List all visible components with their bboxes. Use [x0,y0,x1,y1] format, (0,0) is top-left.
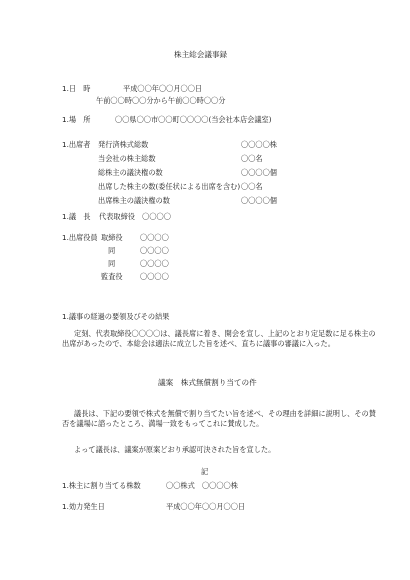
attendee-item: 出席株主の議決権の数 [98,196,170,205]
attendee-item: 総株主の議決権の数 [98,168,163,177]
attendee-value: 〇〇名 [241,154,263,163]
officer-name: 〇〇〇〇 [140,233,169,242]
officers-label: 1.出席役員 [62,233,98,242]
chair-label: 1.議 長 [62,212,91,221]
officer-name: 〇〇〇〇 [140,246,169,255]
agenda-paragraph [62,409,376,429]
officer-name: 〇〇〇〇 [140,259,169,268]
place-value: 〇〇県〇〇市〇〇町〇〇〇〇(当会社本店会議室) [115,115,272,124]
officer-role: 同 [108,246,116,255]
agenda-line: 否を議場に諮ったところ、満場一致をもってこれに賛成した。 [62,419,264,428]
meeting-date: 平成〇〇年〇〇月〇〇日 [123,84,203,93]
officer-role: 同 [108,259,116,268]
agenda-title: 議案 株式無償割り当ての件 [158,378,257,387]
attendee-item: 当会社の株主総数 [98,154,156,163]
detail-label: 1.株主に割り当てる株数 [62,481,141,490]
agenda-conclusion: よって議長は、議案が原案どおり承認可決された旨を宣した。 [74,445,276,454]
officer-role: 取締役 [101,233,123,242]
document-title: 株主総会議事録 [174,50,228,59]
officer-role: 監査役 [101,272,123,281]
agenda-line: 議長は、下記の要領で株式を無償で割り当てたい旨を述べ、その理由を詳細に説明し、その賛 [74,409,376,418]
detail-value: 〇〇株式 〇〇〇〇株 [166,481,238,490]
attendee-item: 発行済株式総数 [98,140,149,149]
attendee-value: 〇〇〇〇株 [241,140,277,149]
detail-label: 1.効力発生日 [62,502,105,511]
attendee-value: 〇〇名 [241,182,263,191]
attendee-value: 〇〇〇〇個 [241,168,277,177]
proceedings-line: 出席があったので、本総会は適法に成立した旨を述べ、直ちに議事の審議に入った。 [62,339,335,348]
meeting-time: 午前〇〇時〇〇分から午前〇〇時〇〇分 [96,96,226,105]
attendee-value: 〇〇〇〇個 [241,196,277,205]
chair-value: 代表取締役 〇〇〇〇 [99,212,171,221]
officer-name: 〇〇〇〇 [140,272,169,281]
attendee-item: 出席した株主の数(委任状による出席を含む) [98,182,241,191]
place-label: 1.場 所 [62,115,91,124]
proceedings-heading: 1.議事の経過の要領及びその結果 [62,312,170,321]
proceedings-paragraph [62,329,376,349]
ki-heading: 記 [201,467,209,476]
attendees-label: 1.出席者 [62,140,91,149]
detail-value: 平成〇〇年〇〇月〇〇日 [166,502,246,511]
proceedings-line: 定刻、代表取締役〇〇〇〇は、議長席に着き、開会を宣し、上記のとおり定足数に足る株主の [74,329,376,338]
datetime-label: 1.日 時 [62,84,91,93]
